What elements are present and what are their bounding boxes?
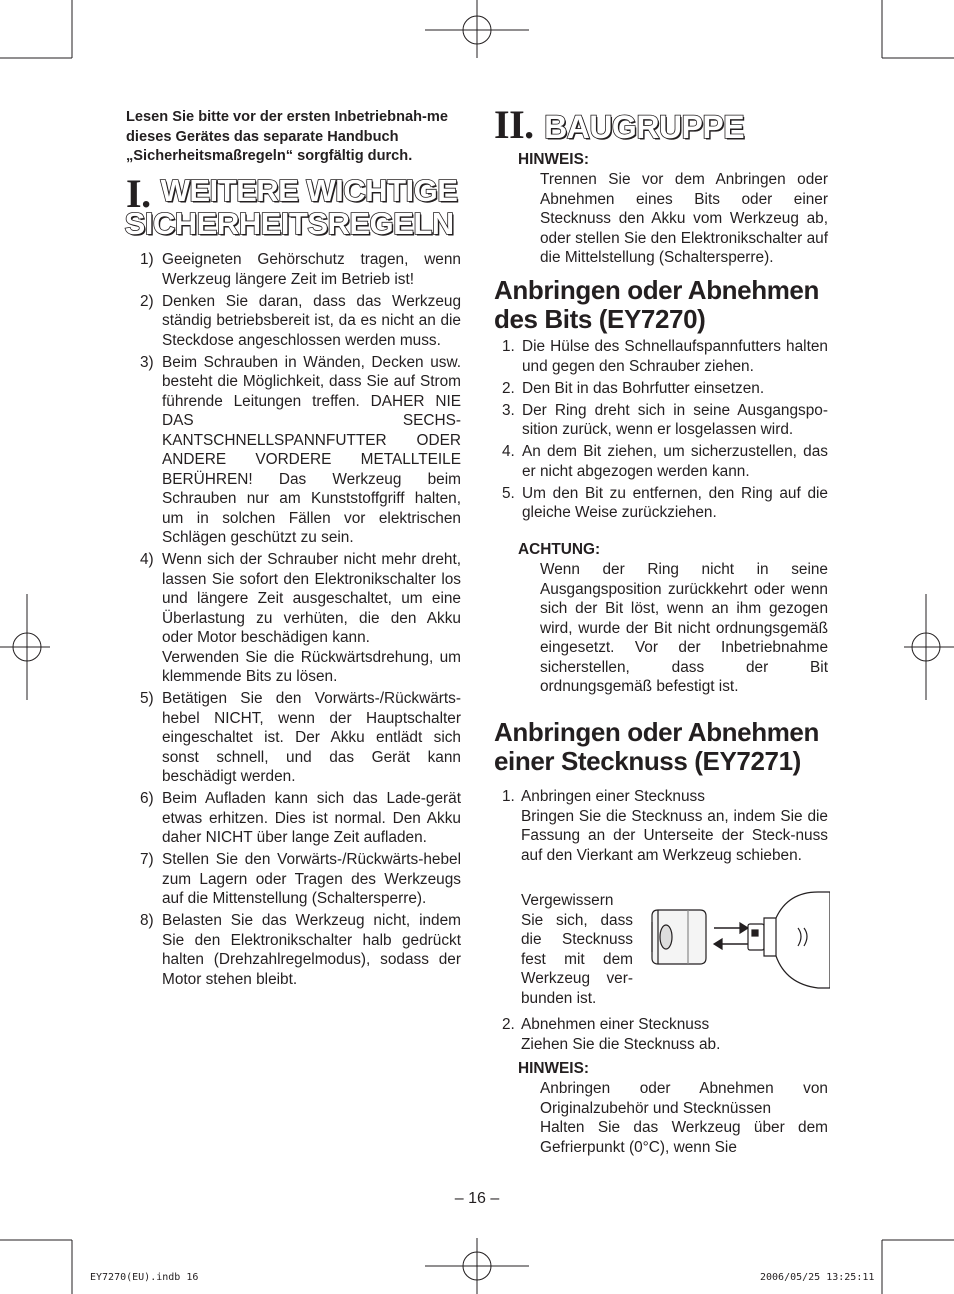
section2-numeral: II. bbox=[494, 102, 534, 147]
safety-rule-number: 3) bbox=[140, 353, 154, 371]
safety-rule-item bbox=[126, 550, 461, 687]
note1-text: Trennen Sie vor dem Anbringen oder Abnehmen eines Bits oder einer Stecknuss den Akku vom Werkzeug ab, oder stellen Sie den Elektronikschalter auf die Mittelstellung (Schaltersperre). bbox=[540, 171, 828, 266]
safety-rule-item bbox=[126, 689, 461, 787]
safety-rule-number: 8) bbox=[140, 912, 154, 929]
safety-rule-item bbox=[126, 850, 461, 909]
bit-step-item bbox=[494, 337, 828, 376]
sub2-title-line1: Anbringen oder Abnehmen bbox=[494, 717, 819, 747]
sub1-steps bbox=[494, 337, 828, 525]
safety-rule-number: 6) bbox=[140, 790, 154, 807]
bit-step-item bbox=[494, 484, 828, 523]
safety-rule-text: Wenn sich der Schrauber nicht mehr dreht, lassen Sie sofort den Elektronikschalter los und längere Zeit ausgeschaltet, um eine Überlastung zu verhüten, die den Akku oder Motor beschädigen kann. bbox=[162, 551, 461, 646]
safety-rule-number: 7) bbox=[140, 851, 154, 868]
footer-timestamp: 2006/05/25 13:25:11 bbox=[760, 1272, 875, 1283]
section1-title-line1: WEITERE WICHTIGE bbox=[160, 173, 458, 208]
safety-rule-text-extra: Verwenden Sie die Rückwärtsdrehung, um klemmende Bits zu lösen. bbox=[162, 648, 461, 685]
bit-step-number: 3. bbox=[502, 401, 515, 419]
note2-text2: Halten Sie das Werkzeug über dem Gefrierpunkt (0°C), wenn Sie bbox=[540, 1119, 828, 1156]
bit-step-item bbox=[494, 401, 828, 440]
page-number: – 16 – bbox=[454, 1190, 500, 1207]
bit-step-number: 4. bbox=[502, 443, 515, 460]
sub2-step2-title: Abnehmen einer Stecknuss bbox=[521, 1016, 710, 1033]
intro-notice: Lesen Sie bitte vor der ersten Inbetriebnah-me dieses Gerätes das separate Handbuch „Sicherheitsmaßregeln“ sorgfältig durch. bbox=[126, 109, 448, 164]
sub2-step2-text: Ziehen Sie die Stecknuss ab. bbox=[521, 1035, 721, 1053]
bit-step-number: 2. bbox=[502, 379, 515, 397]
socket-illustration bbox=[648, 888, 830, 992]
bit-step-text: Um den Bit zu entfernen, den Ring auf die gleiche Weise zurückziehen. bbox=[522, 484, 828, 521]
safety-rule-text: Stellen Sie den Vorwärts-/Rückwärts-hebel zum Lagern oder Tragen des Werkzeugs auf die Mittenstellung (Schaltersperre). bbox=[162, 851, 461, 907]
bit-step-text: Die Hülse des Schnellaufspannfutters halten und gegen den Schrauber ziehen. bbox=[522, 338, 828, 375]
note1-heading: HINWEIS: bbox=[518, 151, 589, 168]
bit-step-text: An dem Bit ziehen, um sicherzustellen, das er nicht abgezogen werden kann. bbox=[522, 443, 828, 480]
bit-step-text: Den Bit in das Bohrfutter einsetzen. bbox=[522, 379, 765, 397]
section1-numeral: I. bbox=[126, 171, 151, 216]
safety-rule-number: 4) bbox=[140, 551, 154, 568]
safety-rule-text: Beim Aufladen kann sich das Lade-gerät etwas erhitzen. Dies ist normal. Den Akku daher NICHT über lange Zeit aufladen. bbox=[162, 790, 461, 846]
sub1-title-line1: Anbringen oder Abnehmen bbox=[494, 275, 819, 305]
safety-rule-number: 5) bbox=[140, 690, 154, 707]
note2-text1: Anbringen oder Abnehmen von Originalzubehör und Stecknüssen bbox=[540, 1080, 828, 1117]
safety-rule-item bbox=[126, 292, 461, 351]
safety-rule-number: 2) bbox=[140, 292, 154, 310]
sub1-title bbox=[494, 276, 844, 334]
sub2-step2 bbox=[494, 1015, 828, 1054]
sub2-step1-text2: Vergewissern Sie sich, dass die Stecknuss fest mit dem Werkzeug ver-bunden ist. bbox=[521, 892, 633, 1007]
safety-rule-item bbox=[126, 250, 461, 289]
bit-step-number: 5. bbox=[502, 484, 515, 502]
section2-heading bbox=[494, 102, 834, 147]
sub2-step2-number: 2. bbox=[502, 1016, 515, 1033]
sub2-step1 bbox=[494, 787, 828, 865]
safety-rule-number: 1) bbox=[140, 251, 154, 268]
safety-rule-item bbox=[126, 911, 461, 989]
safety-rule-item bbox=[126, 353, 461, 548]
section1-heading bbox=[124, 171, 466, 241]
bit-step-item bbox=[494, 379, 828, 399]
sub2-step1-number: 1. bbox=[502, 788, 515, 805]
safety-rule-text: Belasten Sie das Werkzeug nicht, indem Sie den Elektronikschalter halb gedrückt halten (Drehzahlregelmodus), sodass der Motor stehen bleibt. bbox=[162, 912, 461, 988]
bit-step-number: 1. bbox=[502, 338, 515, 355]
sub1-title-line2: des Bits (EY7270) bbox=[494, 304, 706, 334]
footer-file-info: EY7270(EU).indb 16 bbox=[90, 1272, 199, 1283]
safety-rules-list bbox=[126, 250, 461, 992]
note2-heading: HINWEIS: bbox=[518, 1060, 589, 1077]
note2-text bbox=[540, 1079, 828, 1157]
caution-text: Wenn der Ring nicht in seine Ausgangsposition zurückkehrt oder wenn sich der Bit löst, wenn an ihm gezogen wird, wurde der Bit nicht ordnungsgemäß eingesetzt. Vor der Inbetriebnahme sicherstellen, dass der Bit ordnungsgemäß befestigt ist. bbox=[540, 561, 828, 695]
safety-rule-item bbox=[126, 789, 461, 848]
sub2-step1-text: Bringen Sie die Stecknuss an, indem Sie die Fassung an der Unterseite der Steck-nuss auf den Vierkant am Werkzeug schieben. bbox=[521, 807, 828, 864]
safety-rule-text: Beim Schrauben in Wänden, Decken usw. besteht die Möglichkeit, dass Sie auf Strom führende Leitungen treffen. DAHER NIE DAS SECHS-KANTSCHNELLSPANNFUTTER ODER ANDERE VORDERE METALLTEILE BERÜHREN! Das Werkzeug beim Schrauben nur am Kunststoffgriff halten, um in solchen Fällen vor elektrischen Schlägen geschützt zu sein. bbox=[162, 353, 461, 546]
bit-step-item bbox=[494, 442, 828, 481]
sub2-title-line2: einer Stecknuss (EY7271) bbox=[494, 746, 801, 776]
safety-rule-text: Geeigneten Gehörschutz tragen, wenn Werkzeug längere Zeit im Betrieb ist! bbox=[162, 251, 461, 288]
bit-step-text: Der Ring dreht sich in seine Ausgangspo-sition zurück, wenn er losgelassen wird. bbox=[522, 401, 828, 438]
caution-heading: ACHTUNG: bbox=[518, 541, 601, 558]
sub2-title bbox=[494, 718, 854, 776]
sub2-step1-title: Anbringen einer Stecknuss bbox=[521, 788, 705, 805]
safety-rule-text: Betätigen Sie den Vorwärts-/Rückwärts-hebel NICHT, wenn der Hauptschalter eingeschaltet ist. Der Akku entlädt sich sonst schnell, und das Gerät kann beschädigt werden. bbox=[162, 690, 461, 785]
section2-title: BAUGRUPPE bbox=[544, 109, 745, 145]
safety-rule-text: Denken Sie daran, dass das Werkzeug ständig betriebsbereit ist, da es nicht an die Steckdose angeschlossen werden muss. bbox=[162, 292, 461, 349]
section1-title-line2: SICHERHEITSREGELN bbox=[124, 206, 454, 241]
